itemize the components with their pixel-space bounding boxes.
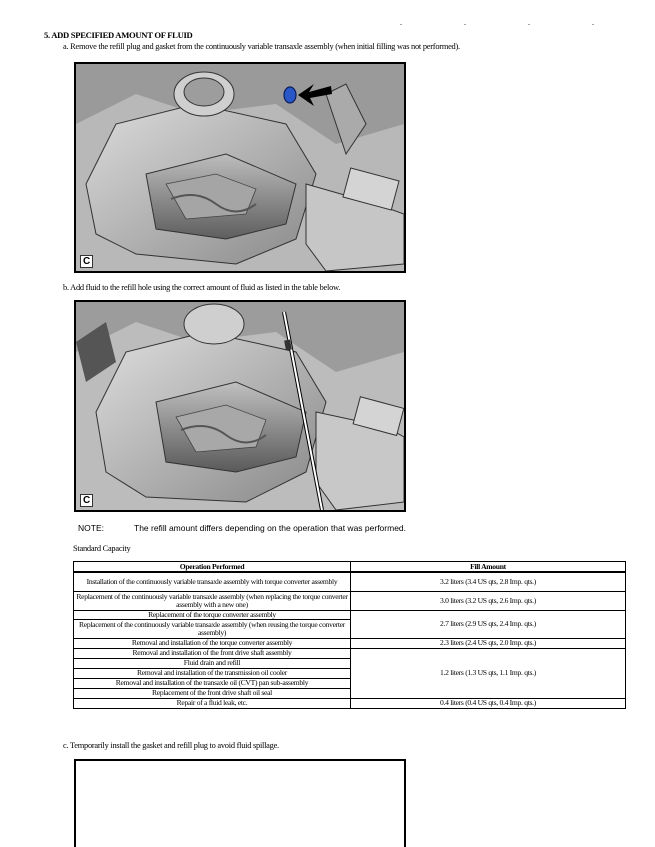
figure-add-fluid [74, 300, 406, 512]
table-header-row [74, 562, 626, 573]
engine-illustration [76, 64, 404, 271]
operation-cell: Removal and installation of the transmission oil cooler [74, 668, 351, 678]
step-b-text: b. Add fluid to the refill hole using the correct amount of fluid as listed in the table below. [63, 283, 341, 292]
fill-amount-cell: 3.2 liters (3.4 US qts, 2.8 Imp. qts.) [351, 572, 626, 591]
operation-cell: Replacement of the front drive shaft oil seal [74, 688, 351, 698]
header-dots: . . . . [400, 18, 624, 27]
operation-cell: Removal and installation of the transaxle oil (CVT) pan sub-assembly [74, 678, 351, 688]
operation-cell: Replacement of the continuously variable transaxle assembly (when reusing the torque converter assembly) [74, 619, 351, 638]
operation-cell: Replacement of the torque converter assembly [74, 610, 351, 619]
figure-2-label: C [80, 494, 93, 507]
operation-cell: Repair of a fluid leak, etc. [74, 698, 351, 708]
figure-1-label: C [80, 255, 93, 268]
refill-plug-highlight [284, 87, 296, 103]
engine-fill-illustration [76, 302, 404, 510]
note-text: The refill amount differs depending on the operation that was performed. [134, 523, 407, 533]
operation-cell: Replacement of the continuously variable transaxle assembly (when replacing the torque converter assembly with a new one) [74, 591, 351, 610]
table-row [74, 648, 626, 658]
table-row [74, 591, 626, 610]
table-row [74, 610, 626, 619]
fill-amount-cell: 2.7 liters (2.9 US qts, 2.4 Imp. qts.) [351, 610, 626, 638]
table-row [74, 698, 626, 708]
note-label: NOTE: [78, 523, 104, 533]
column-header-operation: Operation Performed [74, 562, 351, 573]
standard-capacity-label: Standard Capacity [73, 544, 131, 553]
fill-amount-cell: 3.0 liters (3.2 US qts, 2.6 Imp. qts.) [351, 591, 626, 610]
table-row [74, 572, 626, 591]
operation-cell: Installation of the continuously variable transaxle assembly with torque converter assembly [74, 572, 351, 591]
operation-cell: Removal and installation of the torque converter assembly [74, 638, 351, 648]
step-a-text: a. Remove the refill plug and gasket from the continuously variable transaxle assembly (when initial filling was not performed). [63, 42, 460, 51]
fill-amount-cell: 0.4 liters (0.4 US qts, 0.4 Imp. qts.) [351, 698, 626, 708]
column-header-fill-amount: Fill Amount [351, 562, 626, 573]
figure-refill-plug-install [74, 759, 406, 847]
capacity-table [73, 561, 626, 709]
step-5-title: 5. ADD SPECIFIED AMOUNT OF FLUID [44, 30, 193, 40]
operation-cell: Removal and installation of the front drive shaft assembly [74, 648, 351, 658]
figure-refill-plug [74, 62, 406, 273]
table-row [74, 638, 626, 648]
fill-amount-cell: 1.2 liters (1.3 US qts, 1.1 Imp. qts.) [351, 648, 626, 698]
fill-amount-cell: 2.3 liters (2.4 US qts, 2.0 Imp. qts.) [351, 638, 626, 648]
step-c-text: c. Temporarily install the gasket and refill plug to avoid fluid spillage. [63, 741, 279, 750]
operation-cell: Fluid drain and refill [74, 658, 351, 668]
